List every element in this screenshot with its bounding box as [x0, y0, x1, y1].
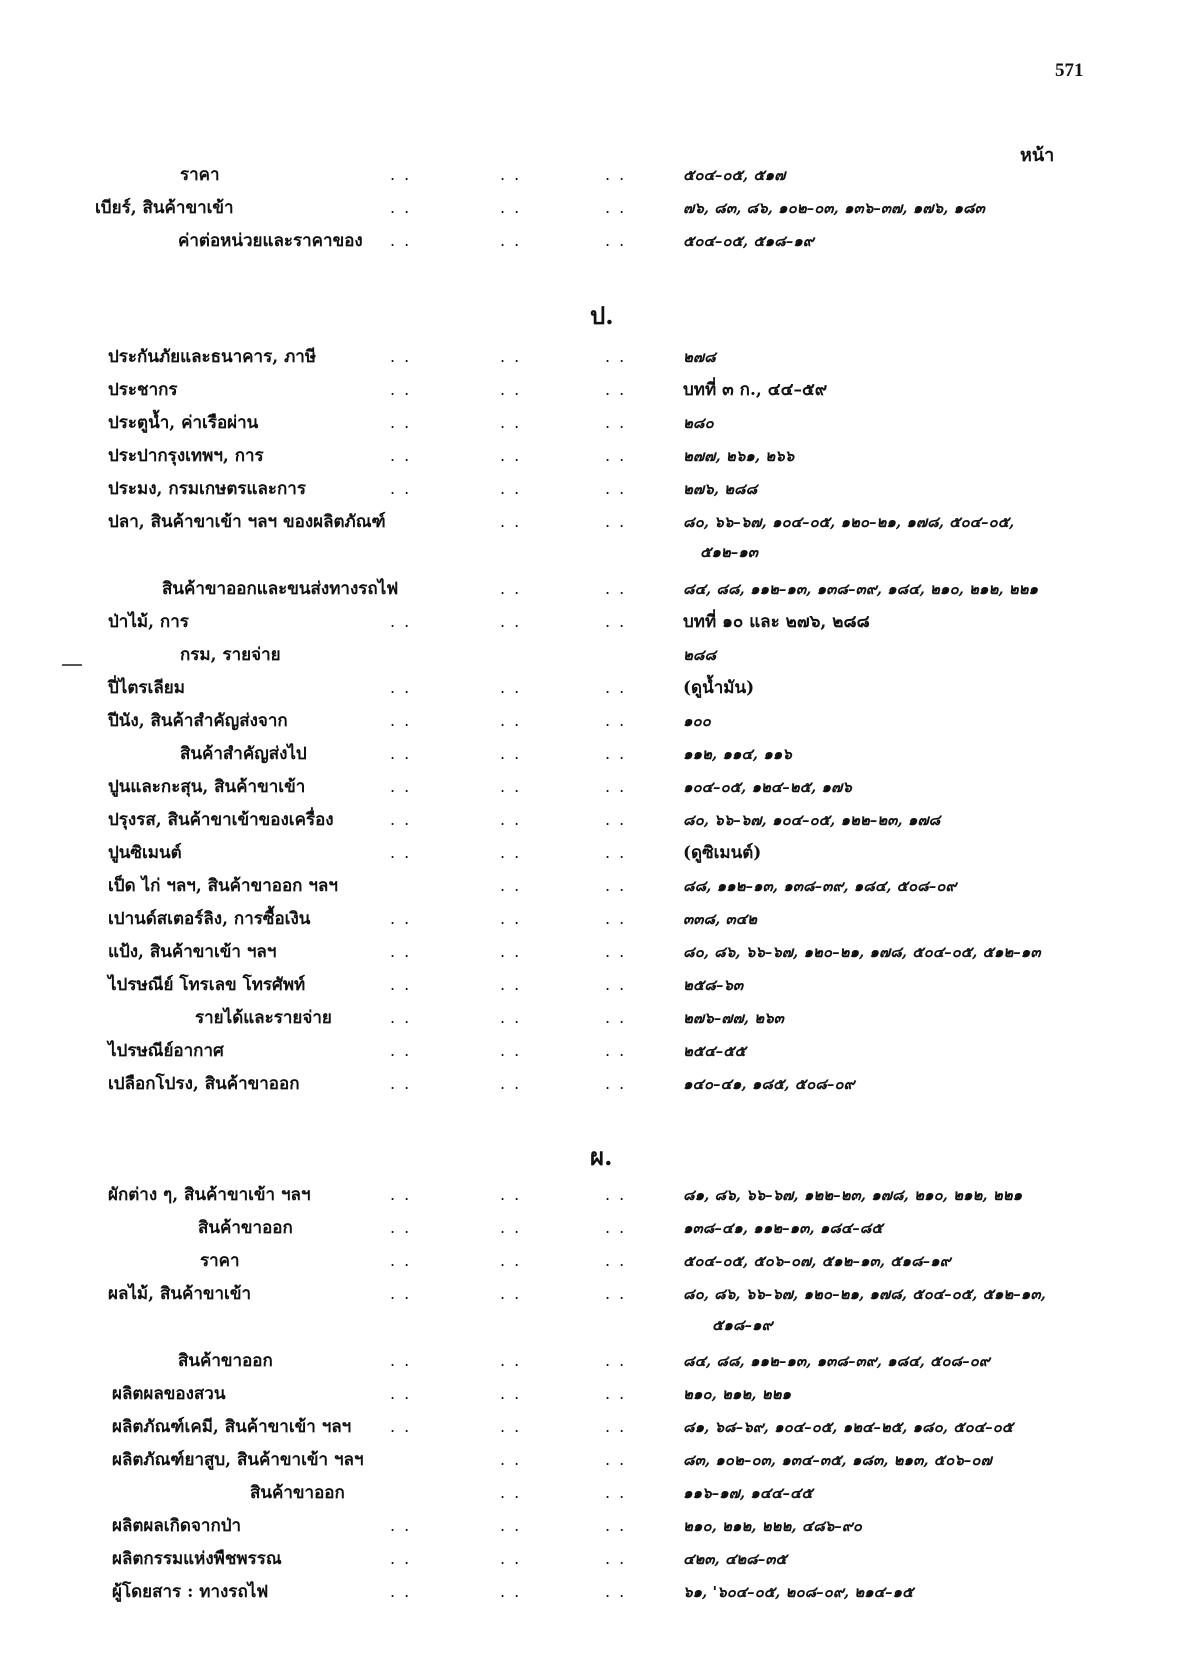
index-entry: [0, 507, 1181, 537]
entry-term: ปลา, สินค้าขาเข้า ฯลฯ ของผลิตภัณฑ์: [108, 512, 386, 532]
dot-leader: . .: [390, 942, 412, 961]
index-entry: [0, 1544, 1181, 1574]
entry-term: ราคา: [200, 1251, 240, 1271]
dot-leader: . .: [500, 1384, 522, 1403]
entry-pages: ๘๔, ๘๘, ๑๑๒–๑๓, ๑๓๘–๓๙, ๑๘๔, ๕๐๘–๐๙: [683, 1352, 990, 1370]
entry-pages: บทที่ ๓ ก., ๔๔–๕๙: [683, 380, 828, 400]
entry-term: ผลไม้, สินค้าขาเข้า: [108, 1284, 252, 1304]
dot-leader: . .: [605, 165, 627, 184]
entry-term: สินค้าขาออก: [198, 1218, 293, 1238]
dot-leader: . .: [605, 231, 627, 250]
entry-term: ป่าไม้, การ: [108, 612, 189, 632]
entry-pages: ๘๑, ๘๖, ๖๖–๖๗, ๑๒๒–๒๓, ๑๗๘, ๒๑๐, ๒๑๒, ๒๒๑: [683, 1186, 1023, 1204]
dot-leader: . .: [605, 975, 627, 994]
dot-leader: . .: [500, 512, 522, 531]
index-entry: [0, 1577, 1181, 1607]
section-letter: ผ.: [590, 1142, 613, 1171]
entry-term: ปีนัง, สินค้าสำคัญส่งจาก: [108, 711, 288, 731]
entry-pages: ๑๔๐–๔๑, ๑๘๕, ๕๐๘–๐๙: [683, 1075, 855, 1093]
dot-leader: . .: [605, 1450, 627, 1469]
entry-pages: ๘๑, ๖๘–๖๙, ๑๐๔–๐๕, ๑๒๔–๒๕, ๑๘๐, ๕๐๔–๐๕: [683, 1418, 1014, 1436]
entry-term: ราคา: [180, 165, 220, 185]
entry-pages: ๒๗๘: [683, 348, 716, 366]
dot-leader: . .: [605, 843, 627, 862]
entry-pages: ๑๓๘–๔๑, ๑๑๒–๑๓, ๑๘๔–๘๕: [683, 1219, 883, 1237]
entry-term: ผักต่าง ๆ, สินค้าขาเข้า ฯลฯ: [108, 1185, 311, 1205]
dot-leader: . .: [500, 711, 522, 730]
entry-pages: ๒๗๗, ๒๖๑, ๒๖๖: [683, 447, 795, 465]
dot-leader: . .: [390, 1074, 412, 1093]
dot-leader: . .: [605, 1185, 627, 1204]
entry-term: กรม, รายจ่าย: [180, 645, 281, 665]
entry-term: ประตูน้ำ, ค่าเรือผ่าน: [108, 413, 259, 433]
index-entry: [0, 441, 1181, 471]
dot-leader: . .: [500, 1251, 522, 1270]
entry-pages: ๑๑๖–๑๗, ๑๔๔–๔๕: [683, 1484, 813, 1502]
dot-leader: . .: [390, 446, 412, 465]
entry-term: ปี่ไตรเลียม: [108, 678, 185, 698]
dot-leader: . .: [500, 579, 522, 598]
index-entry: [0, 375, 1181, 405]
entry-pages: (ดูน้ำมัน): [683, 678, 755, 698]
dot-leader: . .: [390, 1185, 412, 1204]
entry-term: ผลิตภัณฑ์ยาสูบ, สินค้าขาเข้า ฯลฯ: [112, 1450, 364, 1470]
index-entry: [0, 805, 1181, 835]
dot-leader: . .: [390, 810, 412, 829]
dot-leader: . .: [390, 1417, 412, 1436]
index-entry: [0, 970, 1181, 1000]
entry-pages: ๒๘๐: [683, 414, 714, 432]
entry-term: ประมง, กรมเกษตรและการ: [108, 479, 306, 499]
entry-term: ประชากร: [108, 380, 178, 400]
dot-leader: . .: [605, 446, 627, 465]
index-entry: [0, 342, 1181, 372]
index-entry: [0, 1246, 1181, 1276]
dot-leader: . .: [605, 380, 627, 399]
entry-term: ผลิตกรรมแห่งพืชพรรณ: [112, 1549, 282, 1569]
entry-term: ไปรษณีย์อากาศ: [108, 1041, 224, 1061]
dot-leader: . .: [500, 744, 522, 763]
entry-term: เป็ด ไก่ ฯลฯ, สินค้าขาออก ฯลฯ: [108, 876, 338, 896]
entry-term: ประปากรุงเทพฯ, การ: [108, 446, 264, 466]
dot-leader: . .: [500, 1516, 522, 1535]
entry-pages: ๒๑๐, ๒๑๒, ๒๒๑: [683, 1385, 792, 1403]
entry-term: ปูนและกะสุน, สินค้าขาเข้า: [108, 777, 306, 797]
dot-leader: . .: [605, 512, 627, 531]
dot-leader: . .: [605, 777, 627, 796]
entry-pages: (ดูซิเมนต์): [683, 843, 762, 863]
dot-leader: . .: [390, 711, 412, 730]
dot-leader: . .: [500, 198, 522, 217]
dot-leader: . .: [605, 1549, 627, 1568]
dot-leader: . .: [500, 1582, 522, 1601]
entry-pages: ๗๖, ๘๓, ๘๖, ๑๐๒–๐๓, ๑๓๖–๓๗, ๑๗๖, ๑๘๓: [683, 199, 985, 217]
dot-leader: . .: [390, 1516, 412, 1535]
entry-pages: ๒๕๔–๕๕: [683, 1042, 746, 1060]
dot-leader: . .: [605, 1582, 627, 1601]
entry-pages: ๘๐, ๘๖, ๖๖–๖๗, ๑๒๐–๒๑, ๑๗๘, ๕๐๔–๐๕, ๕๑๒–๑๓: [683, 943, 1041, 961]
entry-pages: ๓๓๘, ๓๔๒: [683, 910, 758, 928]
page-number: 571: [1055, 60, 1084, 81]
dot-leader: . .: [605, 1417, 627, 1436]
index-entry: [0, 1511, 1181, 1541]
dot-leader: . .: [390, 975, 412, 994]
dot-leader: . .: [605, 810, 627, 829]
dot-leader: . .: [390, 231, 412, 250]
entry-term: ผู้โดยสาร : ทางรถไฟ: [112, 1582, 269, 1602]
dot-leader: . .: [390, 165, 412, 184]
index-entry: [0, 673, 1181, 703]
entry-term: ปูนซิเมนต์: [108, 843, 182, 863]
dot-leader: . .: [605, 413, 627, 432]
index-entry: [0, 871, 1181, 901]
entry-pages: ๒๕๘–๖๓: [683, 976, 744, 994]
index-entry: [0, 1412, 1181, 1442]
index-entry: [0, 193, 1181, 223]
dot-leader: . .: [605, 1516, 627, 1535]
dot-leader: . .: [500, 1041, 522, 1060]
index-entry: [0, 574, 1181, 604]
dot-leader: . .: [605, 198, 627, 217]
index-entry: [0, 1180, 1181, 1210]
index-entry: [0, 640, 1181, 670]
page-column-header: หน้า: [1020, 145, 1055, 166]
dot-leader: . .: [605, 711, 627, 730]
dot-leader: . .: [500, 942, 522, 961]
entry-pages: ๖๑, '๖๐๔–๐๕, ๒๐๘–๐๙, ๒๑๔–๑๕: [683, 1583, 914, 1601]
index-entry: [0, 1036, 1181, 1066]
entry-pages: ๘๔, ๘๘, ๑๑๒–๑๓, ๑๓๘–๓๙, ๑๘๔, ๒๑๐, ๒๑๒, ๒๒๑: [683, 580, 1039, 598]
entry-term: สินค้าขาออก: [178, 1351, 273, 1371]
entry-pages: ๘๐, ๖๖–๖๗, ๑๐๔–๐๕, ๑๒๒–๒๓, ๑๗๘: [683, 811, 941, 829]
index-entry: [0, 408, 1181, 438]
dot-leader: . .: [500, 1074, 522, 1093]
entry-term: สินค้าขาออก: [250, 1483, 345, 1503]
dot-leader: . .: [605, 579, 627, 598]
entry-pages: ๔๒๓, ๔๒๘–๓๕: [683, 1550, 787, 1568]
dot-leader: . .: [605, 1041, 627, 1060]
dot-leader: . .: [390, 347, 412, 366]
entry-pages: ๘๐, ๘๖, ๖๖–๖๗, ๑๒๐–๒๑, ๑๗๘, ๕๐๔–๐๕, ๕๑๒–๑๓,: [683, 1285, 1046, 1303]
dot-leader: . .: [390, 1351, 412, 1370]
dot-leader: . .: [500, 413, 522, 432]
entry-pages: ๘๐, ๖๖–๖๗, ๑๐๔–๐๕, ๑๒๐–๒๑, ๑๗๘, ๕๐๔–๐๕,: [683, 513, 1015, 531]
dot-leader: . .: [500, 479, 522, 498]
entry-pages-continued: ๕๑๒–๑๓: [700, 543, 759, 561]
entry-term: เบียร์, สินค้าขาเข้า: [95, 198, 234, 218]
entry-term: แป้ง, สินค้าขาเข้า ฯลฯ: [108, 942, 277, 962]
entry-pages: ๕๐๔–๐๕, ๕๑๗: [683, 166, 786, 184]
entry-pages: ๕๐๔–๐๕, ๕๐๖–๐๗, ๕๑๒–๑๓, ๕๑๘–๑๙: [683, 1252, 951, 1270]
dot-leader: . .: [500, 1417, 522, 1436]
dot-leader: . .: [390, 1284, 412, 1303]
entry-pages: ๑๑๒, ๑๑๔, ๑๑๖: [683, 745, 792, 763]
entry-term: เปลือกโปรง, สินค้าขาออก: [108, 1074, 300, 1094]
index-entry: [0, 1213, 1181, 1243]
dot-leader: . .: [500, 1284, 522, 1303]
index-entry: [0, 1379, 1181, 1409]
index-entry: [0, 739, 1181, 769]
dot-leader: . .: [605, 1008, 627, 1027]
index-entry: [0, 838, 1181, 868]
dot-leader: . .: [605, 876, 627, 895]
entry-pages: ๘๘, ๑๑๒–๑๓, ๑๓๘–๓๙, ๑๘๔, ๕๐๘–๐๙: [683, 877, 957, 895]
dot-leader: . .: [390, 1384, 412, 1403]
dot-leader: . .: [605, 909, 627, 928]
entry-pages-continued: ๕๑๘–๑๙: [712, 1316, 773, 1334]
dot-leader: . .: [605, 612, 627, 631]
entry-pages: ๑๐๔–๐๕, ๑๒๔–๒๕, ๑๗๖: [683, 778, 852, 796]
entry-term: เปานด์สเตอร์ลิง, การซื้อเงิน: [108, 909, 311, 929]
dot-leader: . .: [500, 380, 522, 399]
dot-leader: . .: [605, 347, 627, 366]
dot-leader: . .: [500, 1351, 522, 1370]
dot-leader: . .: [390, 1041, 412, 1060]
entry-term: ค่าต่อหน่วยและราคาของ: [178, 231, 363, 251]
dot-leader: . .: [605, 1384, 627, 1403]
index-entry: [0, 772, 1181, 802]
dot-leader: . .: [605, 942, 627, 961]
entry-pages: ๒๑๐, ๒๑๒, ๒๒๒, ๔๘๖–๙๐: [683, 1517, 862, 1535]
dot-leader: . .: [500, 1483, 522, 1502]
dot-leader: . .: [500, 777, 522, 796]
entry-term: ผลิตผลของสวน: [112, 1384, 226, 1404]
entry-pages: ๘๓, ๑๐๒–๐๓, ๑๓๔–๓๕, ๑๘๓, ๒๑๓, ๕๐๖–๐๗: [683, 1451, 992, 1469]
dot-leader: . .: [500, 347, 522, 366]
dot-leader: . .: [390, 744, 412, 763]
dot-leader: . .: [500, 810, 522, 829]
dot-leader: . .: [390, 380, 412, 399]
dot-leader: . .: [605, 1074, 627, 1093]
dot-leader: . .: [500, 165, 522, 184]
entry-pages: ๒๘๘: [683, 646, 717, 664]
dot-leader: . .: [390, 479, 412, 498]
index-entry: [0, 1003, 1181, 1033]
index-entry: [0, 1069, 1181, 1099]
entry-term: ประกันภัยและธนาคาร, ภาษี: [108, 347, 317, 367]
index-entry: [0, 226, 1181, 256]
dot-leader: . .: [390, 1582, 412, 1601]
dot-leader: . .: [500, 1008, 522, 1027]
dot-leader: . .: [390, 909, 412, 928]
entry-term: รายได้และรายจ่าย: [195, 1008, 332, 1028]
dot-leader: . .: [390, 1008, 412, 1027]
dot-leader: . .: [500, 446, 522, 465]
section-letter: ป.: [590, 301, 614, 330]
entry-pages: ๒๗๖, ๒๘๘: [683, 480, 758, 498]
entry-term: สินค้าสำคัญส่งไป: [180, 744, 307, 764]
index-entry: [0, 1478, 1181, 1508]
index-entry: [0, 1445, 1181, 1475]
index-entry: [0, 937, 1181, 967]
dot-leader: . .: [500, 1185, 522, 1204]
dot-leader: . .: [605, 744, 627, 763]
index-entry: [0, 1346, 1181, 1376]
dot-leader: . .: [500, 975, 522, 994]
dot-leader: . .: [605, 479, 627, 498]
entry-pages: ๒๗๖–๗๗, ๒๖๓: [683, 1009, 784, 1027]
dot-leader: . .: [605, 678, 627, 697]
dot-leader: . .: [500, 909, 522, 928]
dot-leader: . .: [605, 1351, 627, 1370]
dot-leader: . .: [500, 1549, 522, 1568]
entry-term: ผลิตผลเกิดจากป่า: [112, 1516, 242, 1536]
index-entry: [0, 706, 1181, 736]
dot-leader: . .: [390, 1218, 412, 1237]
dot-leader: . .: [500, 231, 522, 250]
dot-leader: . .: [390, 777, 412, 796]
dot-leader: . .: [605, 1251, 627, 1270]
index-entry: [0, 160, 1181, 190]
dot-leader: . .: [390, 1251, 412, 1270]
index-entry: [0, 1279, 1181, 1309]
dot-leader: . .: [390, 678, 412, 697]
dot-leader: . .: [390, 413, 412, 432]
dot-leader: . .: [390, 843, 412, 862]
entry-term: สินค้าขาออกและขนส่งทางรถไฟ: [162, 579, 399, 599]
entry-pages: ๑๐๐: [683, 712, 711, 730]
dot-leader: . .: [500, 1450, 522, 1469]
entry-pages: บทที่ ๑๐ และ ๒๗๖, ๒๘๘: [683, 612, 870, 632]
dot-leader: . .: [390, 612, 412, 631]
dot-leader: . .: [605, 1483, 627, 1502]
entry-pages: ๕๐๔–๐๕, ๕๑๘–๑๙: [683, 232, 814, 250]
index-entry: [0, 474, 1181, 504]
entry-term: ผลิตภัณฑ์เคมี, สินค้าขาเข้า ฯลฯ: [112, 1417, 352, 1437]
dot-leader: . .: [500, 678, 522, 697]
dot-leader: . .: [390, 198, 412, 217]
dot-leader: . .: [605, 1284, 627, 1303]
index-entry: [0, 904, 1181, 934]
dot-leader: . .: [500, 843, 522, 862]
index-entry: [0, 607, 1181, 637]
dot-leader: . .: [500, 1218, 522, 1237]
entry-term: ไปรษณีย์ โทรเลข โทรศัพท์: [108, 975, 306, 995]
dot-leader: . .: [500, 612, 522, 631]
dot-leader: . .: [390, 1549, 412, 1568]
dot-leader: . .: [605, 1218, 627, 1237]
entry-term: ปรุงรส, สินค้าขาเข้าของเครื่อง: [108, 810, 334, 830]
dot-leader: . .: [500, 876, 522, 895]
